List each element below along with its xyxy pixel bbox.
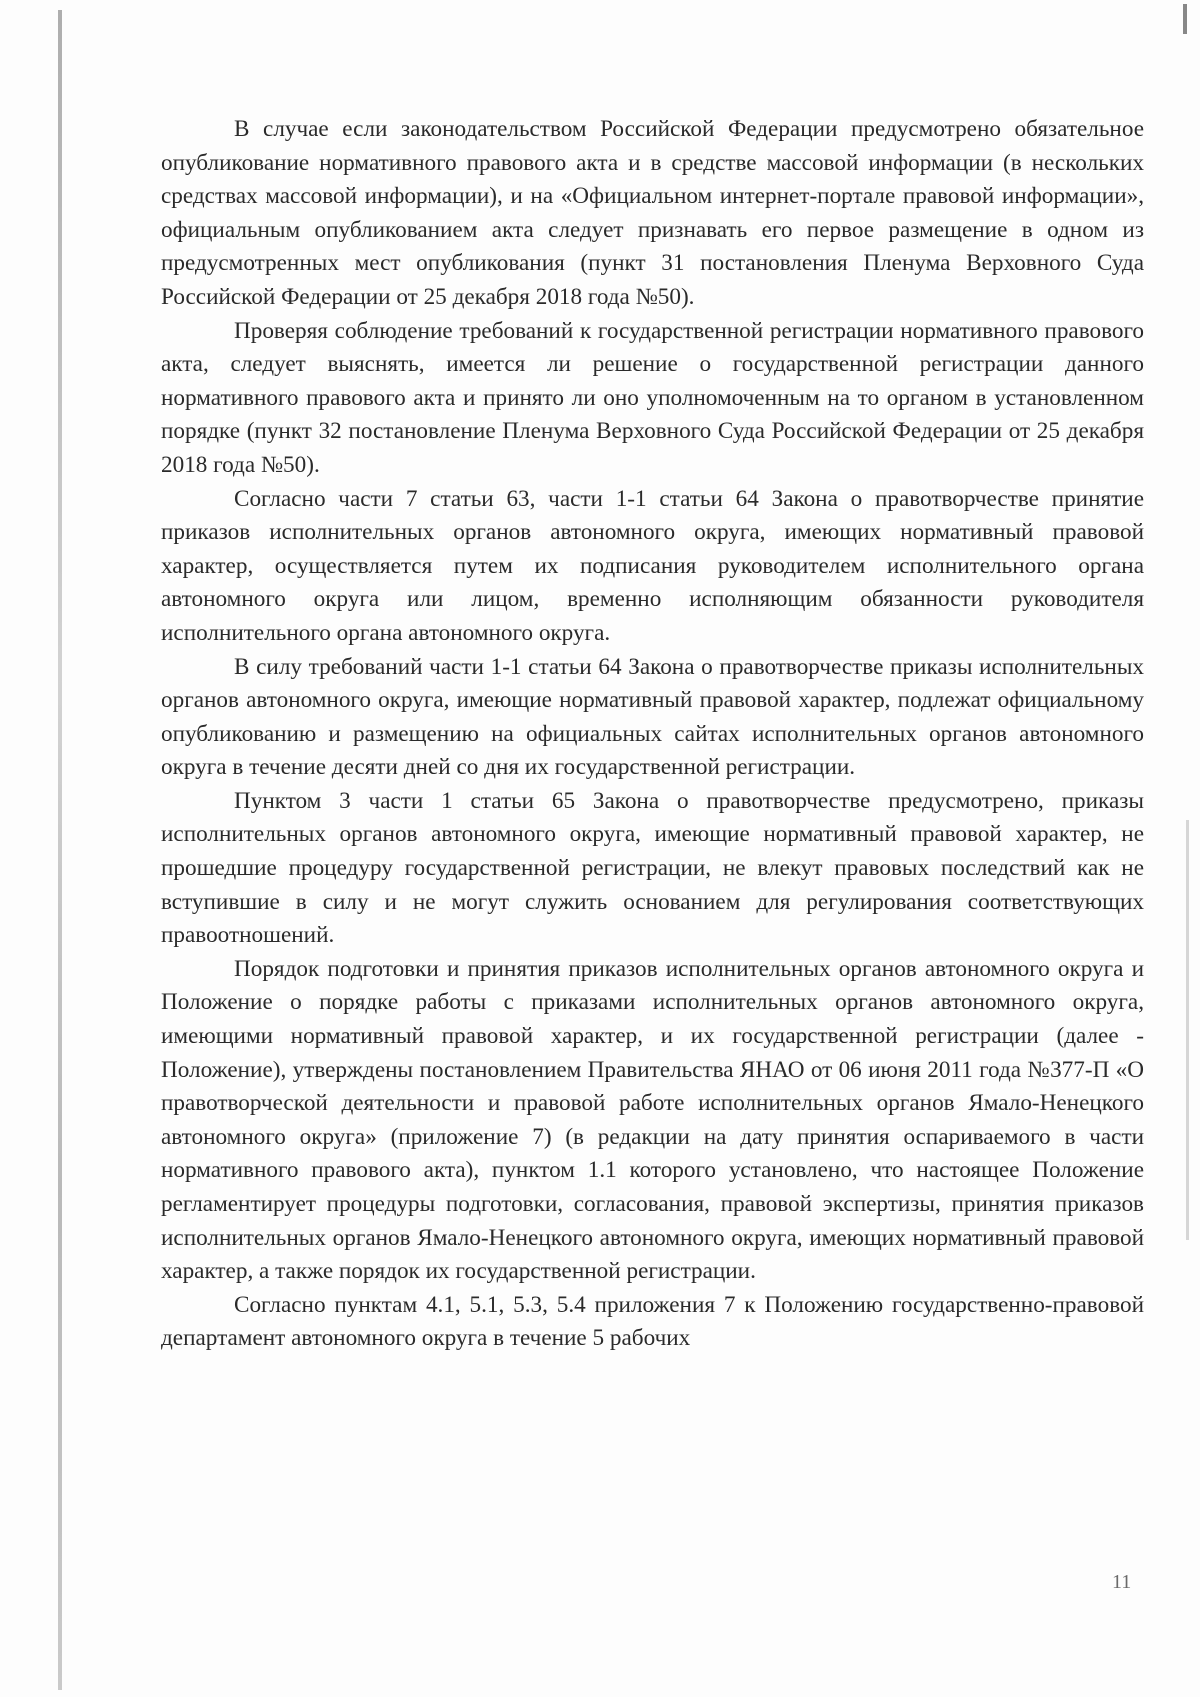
paragraph-registration-check: Проверяя соблюдение требований к государственной регистрации нормативного правового акта, следует выяснять, имеется ли решение о государственной регистрации данного нормативного правового акта и принято ли оно уполномоченным на то органом в установленном порядке (пункт 32 постановление Пленума Верховного Суда Российской Федерации от 25 декабря 2018 года №50). xyxy=(161,317,1144,478)
paragraph-orders-signing: Согласно части 7 статьи 63, части 1-1 статьи 64 Закона о правотворчестве принятие приказов исполнительных органов автономного округа, имеющих нормативный правовой характер, осуществляется путем их подписания руководителем исполнительного органа автономного округа или лицом, временно исполняющим обязанности руководителя исполнительного органа автономного округа. xyxy=(161,485,1144,646)
paragraph-procedure-regulation: Порядок подготовки и принятия приказов исполнительных органов автономного округа и Положение о порядке работы с приказами исполнительных органов автономного округа, имеющими нормативный правовой характер, и их государственной регистрации (далее - Положение), утверждены постановлением Правительства ЯНАО от 06 июня 2011 года №377-П «О правотворческой деятельности и правовой работе исполнительных органов Ямало-Ненецкого автономного округа» (приложение 7) (в редакции на дату принятия оспариваемого в части нормативного правового акта), пунктом 1.1 которого установлено, что настоящее Положение регламентирует процедуры подготовки, согласования, правовой экспертизы, принятия приказов исполнительных органов Ямало-Ненецкого автономного округа, имеющих нормативный правовой характер, а также порядок их государственной регистрации. xyxy=(161,955,1144,1285)
scan-right-edge xyxy=(1186,820,1189,1240)
paragraph-unregistered-orders: Пунктом 3 части 1 статьи 65 Закона о правотворчестве предусмотрено, приказы исполнительных органов автономного округа, имеющие нормативный правовой характер, не прошедшие процедуру государственной регистрации, не влекут правовых последствий как не вступившие в силу и не могут служить основанием для регулирования соответствующих правоотношений. xyxy=(161,787,1144,949)
paragraph-department-terms: Согласно пунктам 4.1, 5.1, 5.3, 5.4 приложения 7 к Положению государственно-правовой департамент автономного округа в течение 5 рабочих xyxy=(161,1291,1144,1352)
paragraph-orders-publication: В силу требований части 1-1 статьи 64 Закона о правотворчестве приказы исполнительных органов автономного округа, имеющие нормативный правовой характер, подлежат официальному опубликованию и размещению на официальных сайтах исполнительных органов автономного округа в течение десяти дней со дня их государственной регистрации. xyxy=(161,653,1144,781)
scan-top-mark xyxy=(1183,4,1187,34)
page-number: 11 xyxy=(1112,1571,1132,1593)
paragraph-publication: В случае если законодательством Российской Федерации предусмотрено обязательное опубликование нормативного правового акта и в средстве массовой информации (в нескольких средствах массовой информации), и на «Официальном интернет-портале правовой информации», официальным опубликованием акта следует признавать его первое размещение в одном из предусмотренных мест опубликования (пункт 31 постановления Пленума Верховного Суда Российской Федерации от 25 декабря 2018 года №50). xyxy=(161,116,1144,310)
scan-left-edge xyxy=(58,10,62,1690)
document-body xyxy=(161,113,1144,1356)
